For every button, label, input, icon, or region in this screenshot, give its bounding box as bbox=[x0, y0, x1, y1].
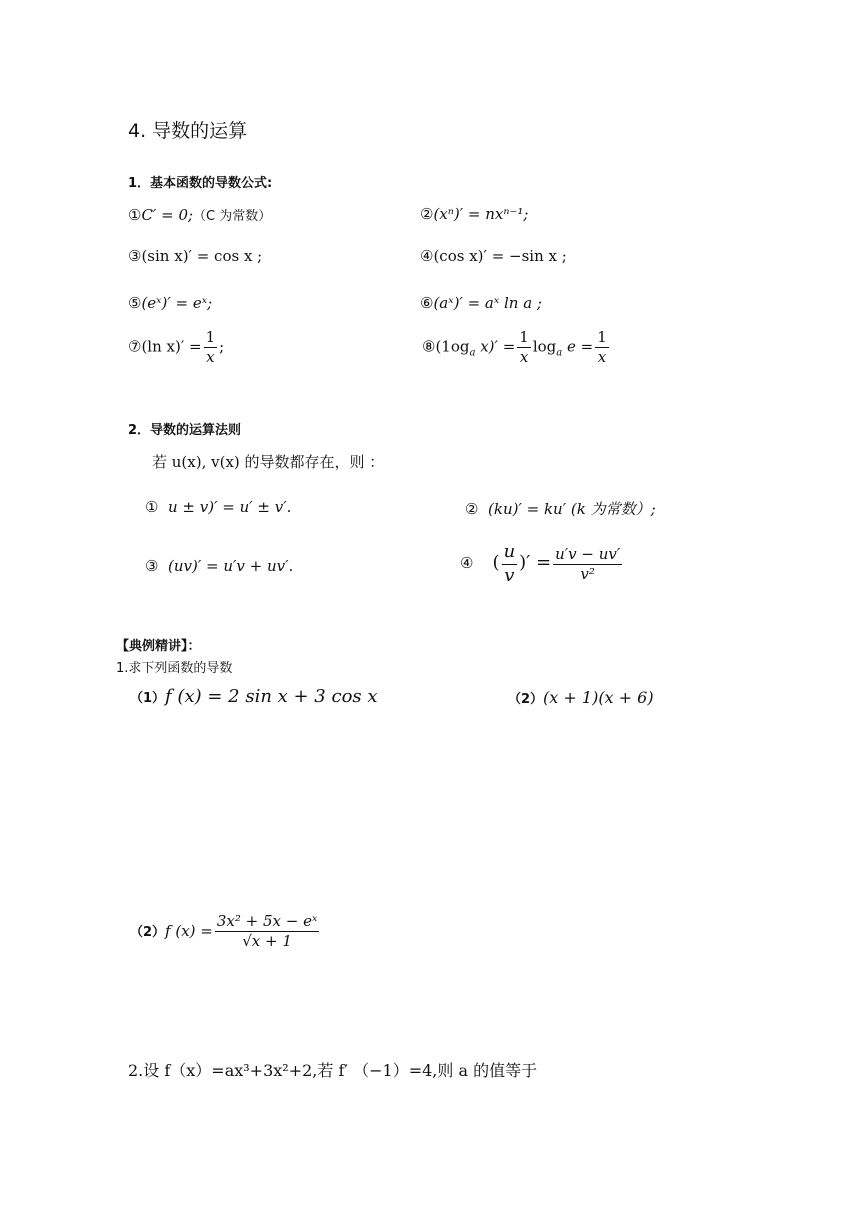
problem-2-expr: (x + 1)(x + 6) bbox=[543, 688, 654, 707]
formula-8-fraction-2 bbox=[595, 328, 609, 367]
rule-4-open: ( bbox=[492, 552, 500, 573]
problem-3-left: f (x) = bbox=[165, 921, 213, 940]
formula-6 bbox=[420, 294, 542, 312]
rule-4-num: u bbox=[502, 541, 518, 565]
problem-1-expr: f (x) = 2 sin x + 3 cos x bbox=[165, 686, 378, 707]
rule-1-mark: ① bbox=[145, 498, 159, 516]
rule-4 bbox=[460, 541, 624, 587]
formula-4-expr: (cos x)′ = −sin x ; bbox=[433, 247, 567, 265]
formula-7 bbox=[128, 328, 224, 367]
formula-8-left: (1og bbox=[435, 337, 470, 356]
formula-2 bbox=[420, 205, 528, 223]
problem-3 bbox=[130, 912, 321, 951]
formula-1-expr: C′ = 0; bbox=[141, 206, 194, 224]
problem-2 bbox=[508, 688, 654, 707]
formula-8-log-sub: a bbox=[556, 347, 563, 359]
formula-4-mark: ④ bbox=[420, 247, 434, 265]
formula-8-sub: a bbox=[469, 347, 476, 359]
formula-5 bbox=[128, 294, 212, 312]
rule-4-rhs-fraction bbox=[553, 545, 622, 584]
formula-1 bbox=[128, 205, 271, 224]
section2-intro: 若 u(x), v(x) 的导数都存在，则 ： bbox=[152, 453, 385, 471]
formula-3-expr: (sin x)′ = cos x ; bbox=[141, 247, 263, 265]
formula-1-note: （C 为常数） bbox=[193, 209, 272, 224]
formula-8-log-end: e = bbox=[562, 337, 594, 356]
problem-1 bbox=[130, 686, 378, 707]
rule-4-den: v bbox=[504, 564, 515, 586]
rule-1-expr: u ± v)′ = u′ ± v′. bbox=[168, 498, 292, 516]
formula-3-mark: ③ bbox=[128, 247, 142, 265]
formula-7-end: ; bbox=[219, 337, 225, 356]
formula-2-expr: (xⁿ)′ = nxⁿ⁻¹; bbox=[433, 205, 529, 223]
problem-3-fraction bbox=[215, 912, 319, 951]
rule-3-mark: ③ bbox=[145, 557, 159, 575]
rule-2-mark: ② bbox=[465, 500, 479, 518]
formula-4 bbox=[420, 247, 567, 265]
rule-4-mark: ④ bbox=[460, 554, 474, 572]
question-1: 1.求下列函数的导数 bbox=[116, 661, 233, 676]
rule-2 bbox=[465, 498, 656, 519]
rule-4-fraction bbox=[502, 541, 518, 587]
formula-7-den: x bbox=[206, 347, 215, 366]
rule-4-close: )′ = bbox=[519, 552, 552, 573]
formula-5-mark: ⑤ bbox=[128, 294, 142, 312]
page-title: 4. 导数的运算 bbox=[128, 120, 248, 142]
formula-8-num-2: 1 bbox=[597, 328, 607, 346]
problem-3-den: √x + 1 bbox=[242, 931, 292, 950]
problem-1-label: （1） bbox=[130, 691, 166, 706]
formula-7-num: 1 bbox=[205, 328, 216, 346]
formula-8-mid: x)′ = bbox=[475, 337, 516, 356]
formula-6-mark: ⑥ bbox=[420, 294, 434, 312]
formula-8-log: log bbox=[532, 337, 557, 356]
formula-8-num-1: 1 bbox=[519, 328, 529, 346]
rule-2-expr: (ku)′ = ku′ (k 为常数）; bbox=[488, 500, 656, 518]
formula-3 bbox=[128, 247, 262, 265]
rule-4-rhs-num: u′v − uv′ bbox=[555, 544, 621, 563]
problem-3-label: （2） bbox=[130, 924, 166, 940]
rule-3 bbox=[145, 557, 293, 575]
section2-heading: 2．导数的运算法则 bbox=[128, 423, 242, 438]
problem-3-num: 3x² + 5x − eˣ bbox=[216, 912, 318, 930]
formula-5-expr: (eˣ)′ = eˣ; bbox=[141, 294, 213, 312]
formula-8-den-1: x bbox=[519, 347, 529, 366]
formula-2-mark: ② bbox=[420, 205, 434, 223]
examples-heading: 【典例精讲】： bbox=[116, 639, 201, 654]
formula-8-fraction-1 bbox=[517, 328, 531, 367]
rule-3-expr: (uv)′ = u′v + uv′. bbox=[168, 557, 294, 575]
formula-7-left: (ln x)′ = bbox=[141, 337, 202, 356]
section1-heading: 1．基本函数的导数公式: bbox=[128, 176, 273, 191]
question-2: 2.设 f（x）=ax³+3x²+2,若 f′ （−1）=4,则 a 的值等于 bbox=[128, 1061, 538, 1080]
formula-6-expr: (aˣ)′ = aˣ ln a ; bbox=[433, 294, 542, 312]
formula-8-mark: ⑧ bbox=[422, 337, 436, 356]
rule-4-rhs-den: v² bbox=[580, 564, 595, 583]
rule-1 bbox=[145, 498, 291, 516]
formula-8-den-2: x bbox=[597, 347, 607, 366]
formula-7-mark: ⑦ bbox=[128, 337, 142, 356]
problem-2-label: （2） bbox=[508, 692, 544, 707]
formula-1-mark: ① bbox=[128, 206, 142, 224]
formula-8 bbox=[422, 328, 611, 367]
formula-7-fraction bbox=[204, 328, 218, 367]
